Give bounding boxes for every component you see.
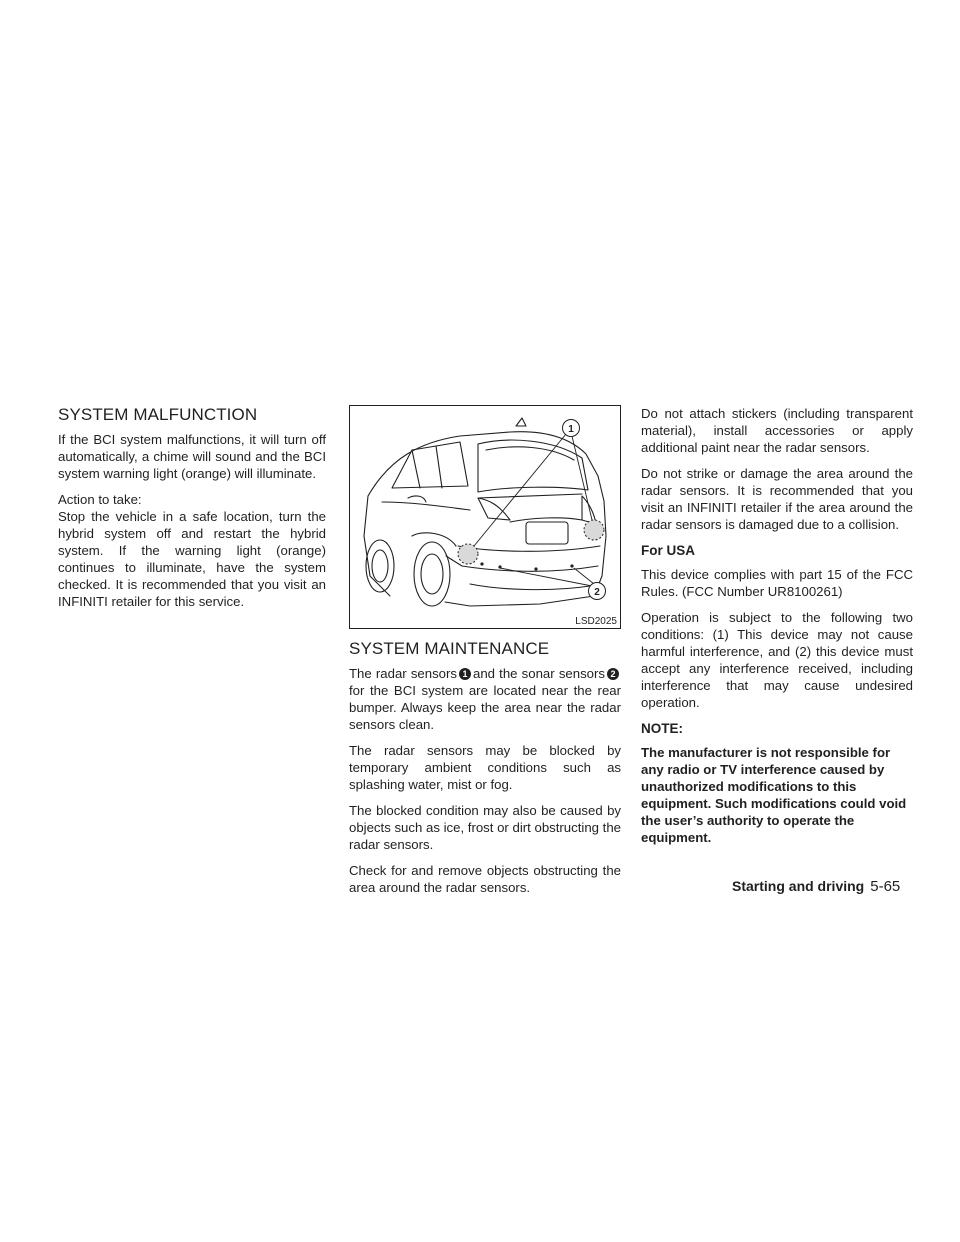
subheading-for-usa: For USA (641, 543, 695, 558)
callout-1-inline-icon: 1 (459, 668, 471, 680)
paragraph-no-stickers: Do not attach stickers (including transparent material), install accessories or apply additional paint near the radar sensors. (641, 406, 913, 455)
figure-code: LSD2025 (575, 616, 617, 627)
paragraph-no-damage: Do not strike or damage the area around the radar sensors. It is recommended that you visit an INFINITI retailer if the area around the radar sensors is damaged due to a collision. (641, 466, 913, 532)
note-text: The manufacturer is not responsible for any radio or TV interference caused by unauthorized modifications to this equipment. Such modifications could void the user’s authority to operate the equipment. (641, 745, 907, 845)
vehicle-rear-illustration (350, 406, 620, 628)
sensor-location-figure (349, 405, 621, 629)
paragraph-action: Stop the vehicle in a safe location, turn the hybrid system off and restart the hybrid system. If the warning light (orange) continues to illuminate, have the system checked. It is recommended that you visit an INFINITI retailer for this service. (58, 509, 326, 609)
note-label: NOTE: (641, 721, 683, 736)
text-sensor-location-rest: for the BCI system are located near the rear bumper. Always keep the area near the radar sensors clean. (349, 683, 621, 732)
column-right (641, 405, 913, 846)
column-left (58, 405, 326, 619)
paragraph-malfunction-intro: If the BCI system malfunctions, it will turn off automatically, a chime will sound and the BCI system warning light (orange) will illuminate. (58, 432, 326, 481)
paragraph-sensor-location (349, 665, 621, 733)
paragraph-fcc-compliance: This device complies with part 15 of the FCC Rules. (FCC Number UR8100261) (641, 567, 913, 599)
section-heading-maintenance: SYSTEM MAINTENANCE (349, 639, 550, 658)
section-heading-malfunction: SYSTEM MALFUNCTION (58, 405, 258, 424)
action-lead: Action to take: (58, 492, 142, 507)
callout-1-label: 1 (568, 424, 574, 435)
paragraph-temporary-block: The radar sensors may be blocked by temporary ambient conditions such as splashing water, mist or fog. (349, 743, 621, 792)
page-number: 5-65 (870, 878, 901, 895)
callout-2-inline-icon: 2 (607, 668, 619, 680)
paragraph-remove-objects: Check for and remove objects obstructing the area around the radar sensors. (349, 863, 621, 895)
footer-section-title: Starting and driving (732, 878, 865, 894)
paragraph-fcc-conditions: Operation is subject to the following two conditions: (1) This device may not cause harmful interference, and (2) this device must accept any interference received, including interference that may cause undesired operation. (641, 610, 913, 710)
page-footer (732, 878, 900, 895)
column-middle (349, 405, 621, 905)
text-radar-sensors: The radar sensors (349, 666, 458, 681)
callout-2-label: 2 (594, 587, 600, 598)
text-sonar-sensors: and the sonar sensors (473, 666, 605, 681)
paragraph-object-block: The blocked condition may also be caused by objects such as ice, frost or dirt obstructing the radar sensors. (349, 803, 621, 852)
